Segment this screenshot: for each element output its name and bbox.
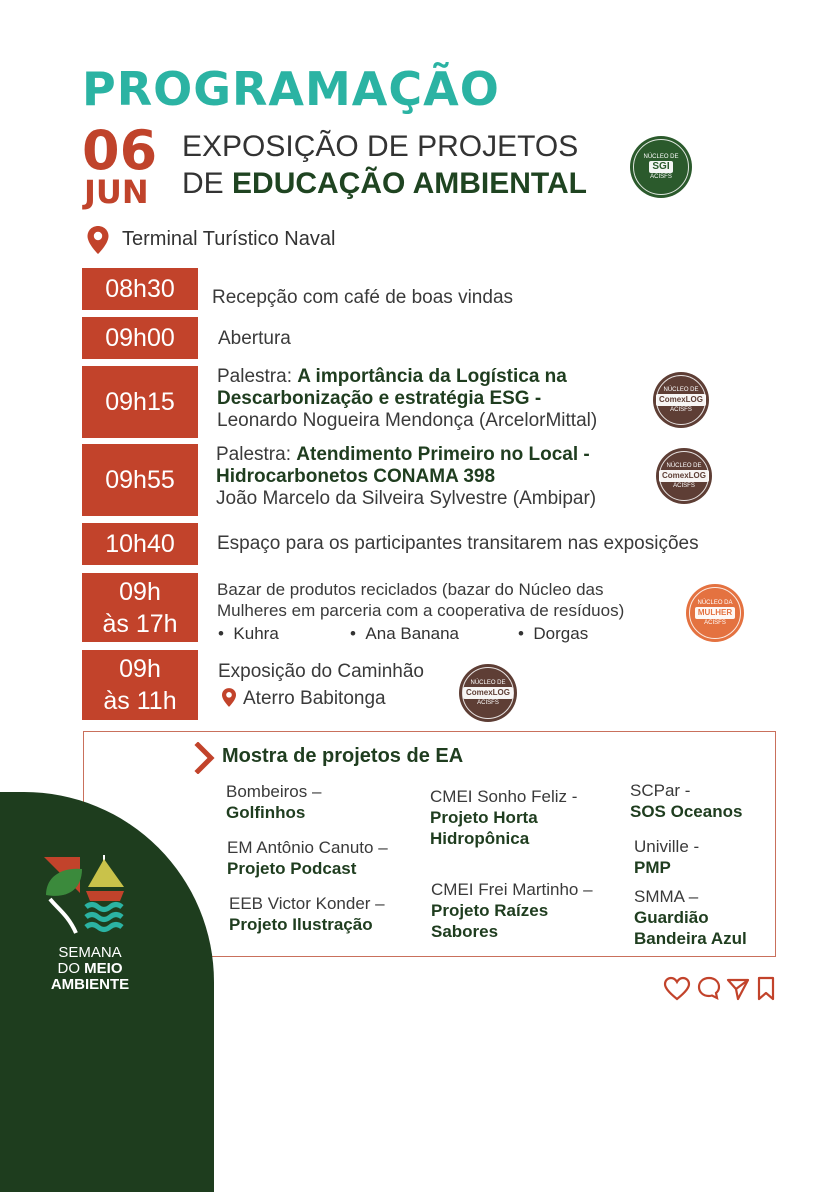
share-icon[interactable] [726, 976, 750, 1002]
time-box: 09h00 [82, 317, 198, 359]
badge-bottom-text: ACISFS [670, 406, 692, 413]
talk-prefix: Palestra: [216, 444, 297, 465]
badge-top-text: NÚCLEO DA [697, 599, 733, 606]
bookmark-icon[interactable] [756, 976, 776, 1002]
schedule-text: Exposição do Caminhão [218, 661, 424, 682]
project-org: CMEI Frei Martinho – [431, 880, 593, 899]
schedule-location: Aterro Babitonga [243, 688, 386, 709]
badge-bottom-text: ACISFS [673, 482, 695, 489]
bullet-text: Kuhra [233, 624, 279, 643]
badge-mid-text: MULHER [695, 607, 735, 619]
schedule-text: Recepção com café de boas vindas [212, 287, 514, 308]
location-text: Terminal Turístico Naval [122, 228, 336, 250]
badge-mid-text: SGI [649, 161, 672, 173]
talk-title-line [217, 366, 657, 388]
talk-title: Hidrocarbonetos CONAMA 398 [216, 466, 496, 487]
bullet-text: Ana Banana [365, 624, 459, 643]
badge-top-text: NÚCLEO DE [663, 386, 699, 393]
brand-line: SEMANA [58, 944, 122, 961]
talk-prefix: Palestra: [217, 366, 298, 387]
project-name: Projeto Raízes [431, 901, 549, 920]
badge-top-text: NÚCLEO DE [666, 462, 702, 469]
badge-bottom-text: ACISFS [704, 619, 726, 626]
project-name: Guardião [634, 908, 709, 927]
time-start: 09h [119, 655, 161, 683]
event-title-line2 [182, 166, 587, 202]
project-name: SOS Oceanos [630, 802, 743, 821]
project-name: Projeto Podcast [227, 859, 357, 878]
event-day: 06 [82, 119, 158, 182]
event-month: JUN [84, 173, 149, 211]
project-name: Projeto Horta [430, 808, 538, 827]
talk-title: Descarbonização e estratégia ESG - [217, 388, 542, 409]
project-name: Golfinhos [226, 803, 306, 822]
talk-title-line [216, 444, 656, 466]
time-box: 08h30 [82, 268, 198, 310]
badge-mid-text: ComexLOG [659, 470, 709, 482]
bazar-bullet: • Kuhra [218, 624, 279, 643]
sgi-badge-logo [630, 136, 692, 198]
project-org: EEB Victor Konder – [229, 894, 385, 913]
talk-speaker: João Marcelo da Silveira Sylvestre (Ambipar) [216, 488, 597, 509]
project-org: CMEI Sonho Feliz - [430, 787, 578, 806]
heart-icon[interactable] [663, 976, 691, 1002]
project-org: Univille - [634, 837, 700, 856]
talk-title: Atendimento Primeiro no Local - [296, 444, 590, 465]
project-name: Sabores [431, 922, 499, 941]
bazar-description [217, 579, 624, 621]
badge-bottom-text: ACISFS [650, 173, 672, 180]
badge-bottom-text: ACISFS [477, 699, 499, 706]
event-title-bold: EDUCAÇÃO AMBIENTAL [232, 167, 587, 200]
event-title-line1: EXPOSIÇÃO DE PROJETOS [182, 130, 579, 163]
bazar-bullet: • Ana Banana [350, 624, 459, 643]
comexlog-badge-logo [656, 448, 712, 504]
comexlog-badge-logo [459, 664, 517, 722]
project-item [630, 780, 742, 822]
project-org: SMMA – [634, 887, 699, 906]
brand-bold: MEIO [84, 960, 123, 977]
talk-description [217, 366, 657, 432]
talk-description [216, 444, 656, 510]
project-name: Bandeira Azul [634, 929, 747, 948]
badge-top-text: NÚCLEO DE [470, 679, 506, 686]
project-item [226, 781, 321, 823]
comment-icon[interactable] [697, 976, 721, 1002]
project-item [431, 879, 593, 942]
brand-line: AMBIENTE [50, 976, 130, 993]
brand-prefix: DO [57, 960, 85, 977]
event-title-prefix: DE [182, 167, 233, 200]
talk-title: A importância da Logística na [297, 366, 567, 387]
brand-name [40, 945, 140, 993]
bazar-text-line: Bazar de produtos reciclados (bazar do Núcleo das [217, 580, 604, 599]
bazar-text-line: Mulheres em parceria com a cooperativa de resíduos) [217, 601, 625, 620]
schedule-text: Abertura [218, 328, 291, 349]
badge-mid-text: ComexLOG [463, 687, 513, 699]
time-box: 10h40 [82, 523, 198, 565]
project-name: Hidropônica [430, 829, 530, 848]
project-item [634, 836, 699, 878]
project-org: SCPar - [630, 781, 691, 800]
time-box [82, 650, 198, 720]
page-title: PROGRAMAÇÃO [82, 62, 500, 116]
project-name: PMP [634, 858, 671, 877]
time-box [82, 573, 198, 642]
badge-top-text: NÚCLEO DE [643, 153, 679, 160]
talk-speaker: Leonardo Nogueira Mendonça (ArcelorMittal) [217, 410, 598, 431]
mostra-title: Mostra de projetos de EA [222, 745, 464, 767]
schedule-text: Espaço para os participantes transitarem nas exposições [217, 533, 699, 554]
time-end: às 11h [103, 687, 177, 715]
bullet-text: Dorgas [533, 624, 589, 643]
project-item [634, 886, 747, 949]
map-pin-icon [86, 225, 110, 255]
project-org: EM Antônio Canuto – [227, 838, 388, 857]
time-start: 09h [119, 577, 161, 606]
project-item [430, 786, 577, 849]
comexlog-badge-logo [653, 372, 709, 428]
mulher-badge-logo [686, 584, 744, 642]
badge-mid-text: ComexLOG [656, 394, 706, 406]
project-item [227, 837, 388, 879]
chevron-right-icon [194, 742, 216, 774]
semana-meio-ambiente-logo [42, 855, 126, 937]
time-box: 09h15 [82, 366, 198, 438]
map-pin-icon [221, 687, 237, 708]
project-name: Projeto Ilustração [229, 915, 373, 934]
time-end: às 17h [102, 609, 178, 638]
project-item [229, 893, 385, 935]
time-box: 09h55 [82, 444, 198, 516]
brand-line [40, 961, 140, 977]
bazar-bullet: • Dorgas [518, 624, 589, 643]
project-org: Bombeiros – [226, 782, 322, 801]
